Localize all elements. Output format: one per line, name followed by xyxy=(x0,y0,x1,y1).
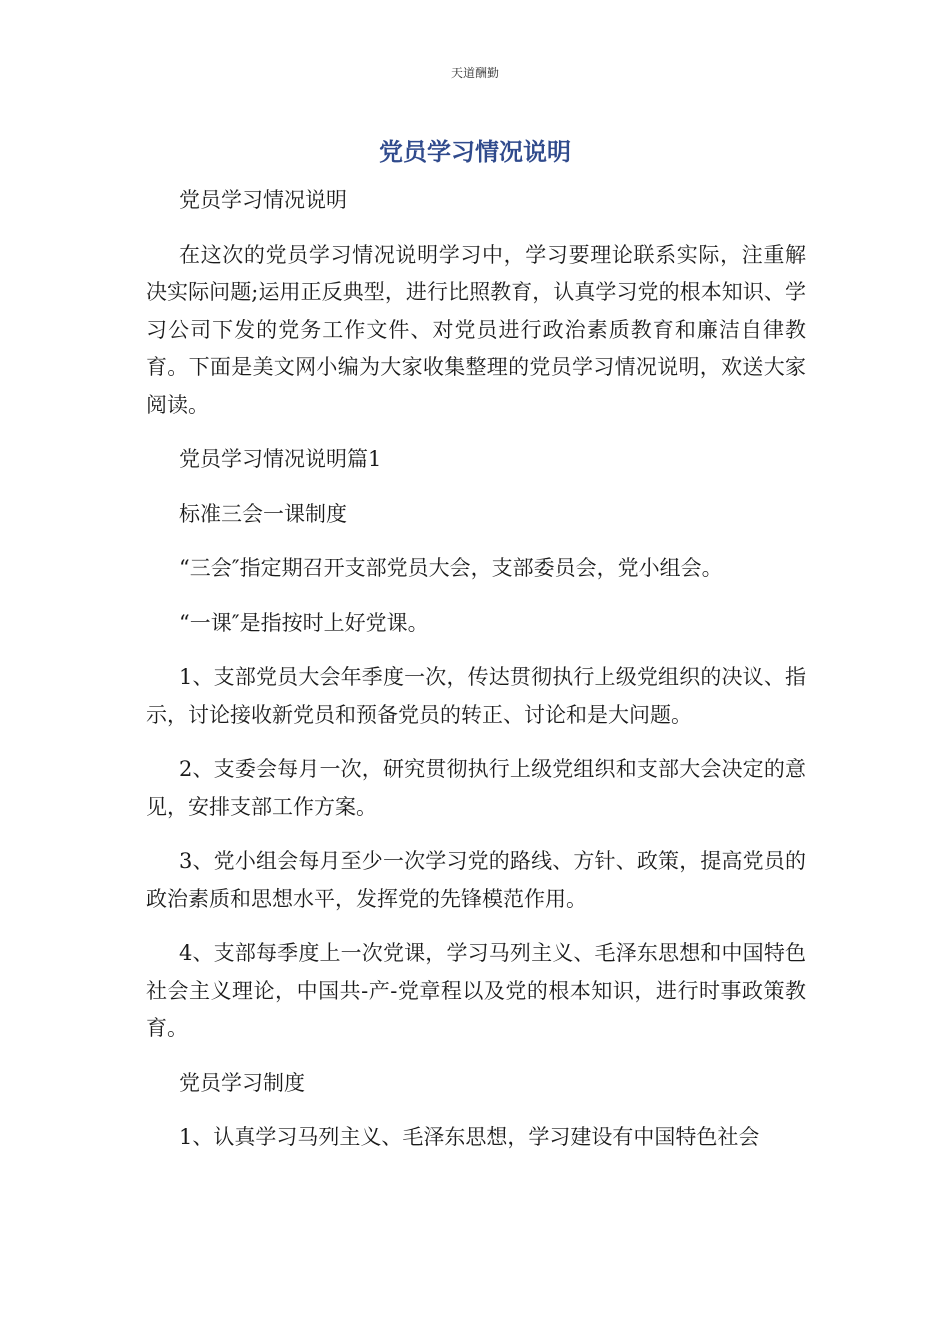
paragraph: “三会″指定期召开支部党员大会，支部委员会，党小组会。 xyxy=(179,556,723,580)
paragraph-intro: 在这次的党员学习情况说明学习中，学习要理论联系实际，注重解决实际问题;运用正反典型，进行比照教育，认真学习党的根本知识、学习公司下发的党务工作文件、对党员进行政治素质教育和廉洁自律教育。下面是美文网小编为大家收集整理的党员学习情况说明，欢送大家阅读。 xyxy=(146,242,806,417)
document-title: 党员学习情况说明 xyxy=(379,138,571,166)
paragraph: “一课″是指按时上好党课。 xyxy=(179,610,429,635)
header-mark: 天道酬勤 xyxy=(450,66,499,80)
paragraph-list-item: 1、认真学习马列主义、毛泽东思想，学习建设有中国特色社会 xyxy=(179,1125,760,1149)
paragraph-heading: 党员学习制度 xyxy=(179,1070,305,1095)
paragraph-section-heading: 党员学习情况说明篇1 xyxy=(179,447,382,471)
paragraph-list-item: 1、支部党员大会年季度一次，传达贯彻执行上级党组织的决议、指示，讨论接收新党员和预备党员的转正、讨论和是大问题。 xyxy=(146,665,806,727)
document-body xyxy=(146,182,806,1174)
paragraph-list-item: 2、支委会每月一次，研究贯彻执行上级党组织和支部大会决定的意见，安排支部工作方案。 xyxy=(146,757,806,819)
paragraph-list-item: 4、支部每季度上一次党课，学习马列主义、毛泽东思想和中国特色社会主义理论，中国共-产-党章程以及党的根本知识，进行时事政策教育。 xyxy=(146,941,806,1040)
paragraph-list-item: 3、党小组会每月至少一次学习党的路线、方针、政策，提高党员的政治素质和思想水平，发挥党的先锋模范作用。 xyxy=(146,849,806,911)
paragraph-heading: 标准三会一课制度 xyxy=(179,501,347,526)
paragraph-subtitle: 党员学习情况说明 xyxy=(179,188,347,212)
